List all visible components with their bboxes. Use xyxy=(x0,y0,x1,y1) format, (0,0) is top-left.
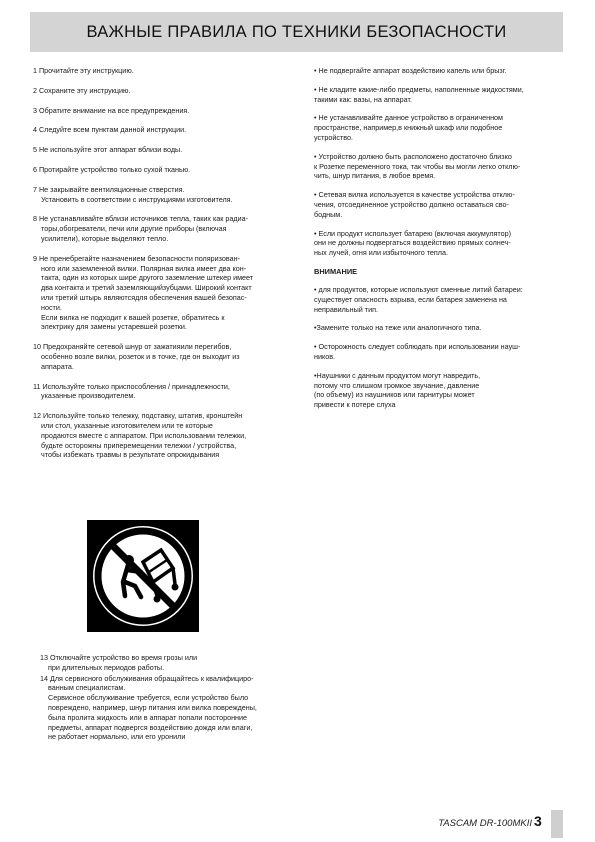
rule-item xyxy=(314,342,576,362)
left-column xyxy=(33,66,308,470)
rule-item xyxy=(314,285,576,314)
rule-item xyxy=(314,66,576,76)
rule-line: указанные производителем. xyxy=(41,391,136,401)
rule-line: такта, один из которых шире другого заземление штекер имеет xyxy=(41,273,254,283)
rule-item xyxy=(33,411,308,460)
page-edge-tab xyxy=(551,810,563,838)
rule-line: или стол, указанные изготовителем или те которые xyxy=(41,420,213,430)
rule-line: • Не устанавливайте данное устройство в ограниченном xyxy=(314,113,503,123)
rule-line: повреждено, например, шнур питания или вилка повреждены, xyxy=(48,702,257,712)
rule-line: продаются вместе с аппаратом. При использовании тележки, xyxy=(41,430,247,440)
rule-line: два контакта и третий заземляющийзубцами. Широкий контакт xyxy=(41,283,252,293)
rule-line: ванным специалистам. xyxy=(48,683,126,693)
rule-line: Сервисное обслуживание требуется, если устройство было xyxy=(48,693,249,703)
rule-item xyxy=(40,674,315,743)
rule-line: 5 Не используйте этот аппарат вблизи воды. xyxy=(33,145,183,155)
footer-brand: TASCAM DR-100MKII xyxy=(438,818,532,829)
rule-line: 3 Обратите внимание на все предупреждения. xyxy=(33,105,190,115)
rule-line: • Если продукт использует батарею (включая аккумулятор) xyxy=(314,228,512,238)
rule-line: усилители), которые выделяют тепло. xyxy=(41,233,169,243)
rule-line: 11 Используйте только приспособления / принадлежности, xyxy=(33,381,230,391)
rule-item xyxy=(33,106,308,116)
rule-item xyxy=(33,254,308,332)
rule-line: 6 Протирайте устройство только сухой тканью. xyxy=(33,164,191,174)
rule-line: • Не подвергайте аппарат воздействию капель или брызг. xyxy=(314,66,507,75)
rule-line: Установить в соответствии с инструкциями изготовителя. xyxy=(41,194,233,204)
rule-item xyxy=(33,86,308,96)
rule-item xyxy=(40,653,315,673)
cart-tip-over-graphic xyxy=(87,520,199,632)
rule-line: электрику для замены устаревшей розетки. xyxy=(41,322,187,332)
rule-line: была пролита жидкость или в аппарат попали посторонние xyxy=(48,712,248,722)
rule-line: 4 Следуйте всем пунктам данной инструкции. xyxy=(33,125,187,135)
right-rules-list xyxy=(314,66,576,258)
rule-line: 12 Используйте только тележку, подставку, штатив, кронштейн xyxy=(33,411,243,421)
rule-line: привести к потере слуха xyxy=(314,400,396,410)
rule-line: чить, шнур питания, в любое время. xyxy=(314,171,436,181)
rule-item xyxy=(314,229,576,258)
rule-line: •Замените только на теже или аналогичного типа. xyxy=(314,323,482,333)
rule-line: Если вилка не подходит к вашей розетке, обратитесь к xyxy=(41,312,225,322)
rule-item xyxy=(314,85,576,105)
page-number: 3 xyxy=(534,813,542,829)
rule-line: особенно возле вилки, розеток и в точке, где он выходит из xyxy=(41,351,240,361)
rule-line: • Осторожность следует соблюдать при использовании науш- xyxy=(314,342,521,352)
rule-line: не работает нормально, или его уронили xyxy=(48,732,186,742)
rule-item xyxy=(314,113,576,142)
rule-line: бодным. xyxy=(314,209,343,219)
rule-item xyxy=(314,152,576,181)
rule-line: устройство. xyxy=(314,132,354,142)
rule-item xyxy=(314,190,576,219)
rule-line: к Розетке переменного тока, так чтобы вы могли легко отклю- xyxy=(314,161,521,171)
warning-heading: ВНИМАНИЕ xyxy=(314,266,358,276)
rule-line: •Наушники с данным продуктом могут навредить, xyxy=(314,370,481,380)
rule-line: неправильный тип. xyxy=(314,304,378,314)
rule-line: 1 Прочитайте эту инструкцию. xyxy=(33,66,134,75)
rule-line: 9 Не пренебрегайте назначением безопасности поляризован- xyxy=(33,253,240,263)
rule-item xyxy=(33,214,308,243)
rule-line: пространстве, например,в книжный шкаф или подобное xyxy=(314,123,503,133)
cart-tip-over-warning-icon xyxy=(87,520,199,632)
rule-item xyxy=(33,145,308,155)
rule-line: или третий штырь являютсядля обеспечения вашей безопас- xyxy=(41,292,247,302)
rule-item xyxy=(314,323,576,333)
bottom-column xyxy=(40,653,315,743)
rule-line: предметы, аппарат подвергся воздействию дождя или влаги, xyxy=(48,722,253,732)
rule-line: • Сетевая вилка используется в качестве устройства отклю- xyxy=(314,190,515,200)
rule-line: 8 Не устанавливайте вблизи источников тепла, таких как радиа- xyxy=(33,214,249,224)
rule-line: ного или заземленной вилки. Полярная вилка имеет два кон- xyxy=(41,263,247,273)
rule-item xyxy=(33,66,308,76)
rule-item xyxy=(314,371,576,410)
rule-line: ников. xyxy=(314,351,336,361)
rule-line: 2 Сохраните эту инструкцию. xyxy=(33,85,131,95)
rule-line: потому что слишком громкое звучание, давление xyxy=(314,380,480,390)
rule-line: 7 Не закрывайте вентиляционные стверстия. xyxy=(33,184,185,194)
page-title: ВАЖНЫЕ ПРАВИЛА ПО ТЕХНИКИ БЕЗОПАСНОСТИ xyxy=(86,22,507,41)
rule-line: • для продуктов, которые используют сменные литий батареи: xyxy=(314,284,523,294)
rule-line: при длительных периодов работы. xyxy=(48,662,165,672)
rule-line: такими как: вазы, на аппарат. xyxy=(314,94,412,104)
rule-item xyxy=(33,382,308,402)
rule-item xyxy=(33,165,308,175)
rule-line: они не должны подвергаться воздействию прямых солнеч- xyxy=(314,238,511,248)
rule-item xyxy=(33,342,308,371)
rule-line: ных лучей, огня или избыточного тепла. xyxy=(314,248,448,258)
rule-item xyxy=(33,125,308,135)
rule-line: торы,обогреватели, печи или другие приборы (включая xyxy=(41,224,227,234)
rule-item xyxy=(33,185,308,205)
rule-line: (по объему) из наушников или гарнитуры может xyxy=(314,390,475,400)
rule-line: • Устройство должно быть расположено достаточно близко xyxy=(314,151,512,161)
rule-line: 14 Для сервисного обслуживания обращайтесь к квалифициро- xyxy=(40,673,254,683)
rule-line: 13 Отключайте устройство во время грозы или xyxy=(40,653,198,662)
rule-line: чения, отсоединенное устройство должно оставаться сво- xyxy=(314,199,509,209)
right-column xyxy=(314,66,576,419)
rule-line: чтобы избежать травмы в результате опрокидывания xyxy=(41,450,220,460)
rule-line: ности. xyxy=(41,302,62,312)
rule-line: существует опасность взрыва, если батарея заменена на xyxy=(314,294,507,304)
rule-line: аппарата. xyxy=(41,361,74,371)
rule-line: • Не кладите какие-либо предметы, наполненные жидкостями, xyxy=(314,84,524,94)
warning-rules-list xyxy=(314,285,576,410)
rule-line: будьте осторожны приперемещении тележки / устройства, xyxy=(41,440,237,450)
rule-line: 10 Предохраняйте сетевой шнур от зажатияили перегибов, xyxy=(33,342,232,352)
